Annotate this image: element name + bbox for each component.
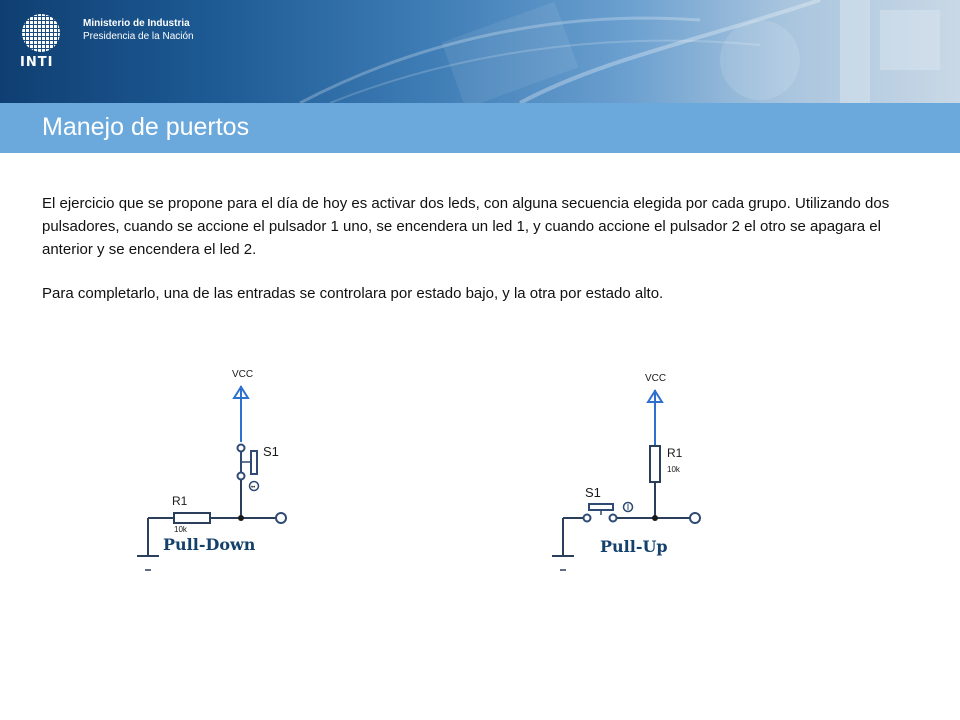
pulldown-name: Pull-Down	[163, 535, 256, 554]
pulldown-diagram	[130, 360, 310, 575]
slide-title: Manejo de puertos	[42, 113, 250, 141]
pullup-vcc-arrow-icon	[648, 390, 662, 446]
pullup-name: Pull-Up	[600, 537, 668, 556]
pulldown-resistor-label: R1	[172, 494, 188, 508]
pulldown-resistor-value: 10k	[174, 525, 187, 534]
pulldown-vcc-arrow-icon	[234, 386, 248, 442]
pulldown-switch-label: S1	[263, 444, 279, 459]
pullup-ground-icon	[552, 518, 574, 570]
svg-text:••: ••	[251, 485, 256, 491]
pullup-junction-icon	[652, 515, 658, 521]
paragraph-1: El ejercicio que se propone para el día de hoy es activar dos leds, con alguna secuencia elegida por cada grupo. Utilizando dos pulsadores, cuando se accione el pulsador 1 uno, se encendera un led 1, y cuando accione el pulsador 2 el otro se apagara el anterior y se encendera el led 2.	[42, 195, 890, 258]
pullup-resistor-value: 10k	[667, 465, 680, 474]
pulldown-resistor-icon	[174, 513, 210, 523]
pulldown-vcc-label: VCC	[232, 369, 254, 380]
slide-body	[42, 192, 902, 305]
ministry-label	[83, 17, 194, 43]
ministry-line-1: Ministerio de Industria	[83, 18, 190, 29]
banner-artwork	[0, 0, 960, 103]
ministry-line-2: Presidencia de la Nación	[83, 31, 194, 42]
pullup-resistor-label: R1	[667, 446, 683, 460]
pulldown-terminal-icon	[276, 513, 286, 523]
header-banner	[0, 0, 960, 103]
pulldown-junction-icon	[238, 515, 244, 521]
pulldown-ground-icon	[137, 518, 159, 570]
pullup-terminal-icon	[690, 513, 700, 523]
paragraph-2: Para completarlo, una de las entradas se controlara por estado bajo, y la otra por estado alto.	[42, 285, 664, 302]
pullup-diagram	[545, 360, 725, 575]
pullup-resistor-icon	[650, 446, 660, 482]
logo-text: INTI	[20, 55, 54, 70]
pullup-vcc-label: VCC	[645, 373, 667, 384]
pullup-switch-label: S1	[585, 485, 601, 500]
title-bar	[0, 103, 960, 153]
inti-logo-icon	[22, 14, 60, 52]
pullup-switch-icon	[584, 503, 656, 522]
